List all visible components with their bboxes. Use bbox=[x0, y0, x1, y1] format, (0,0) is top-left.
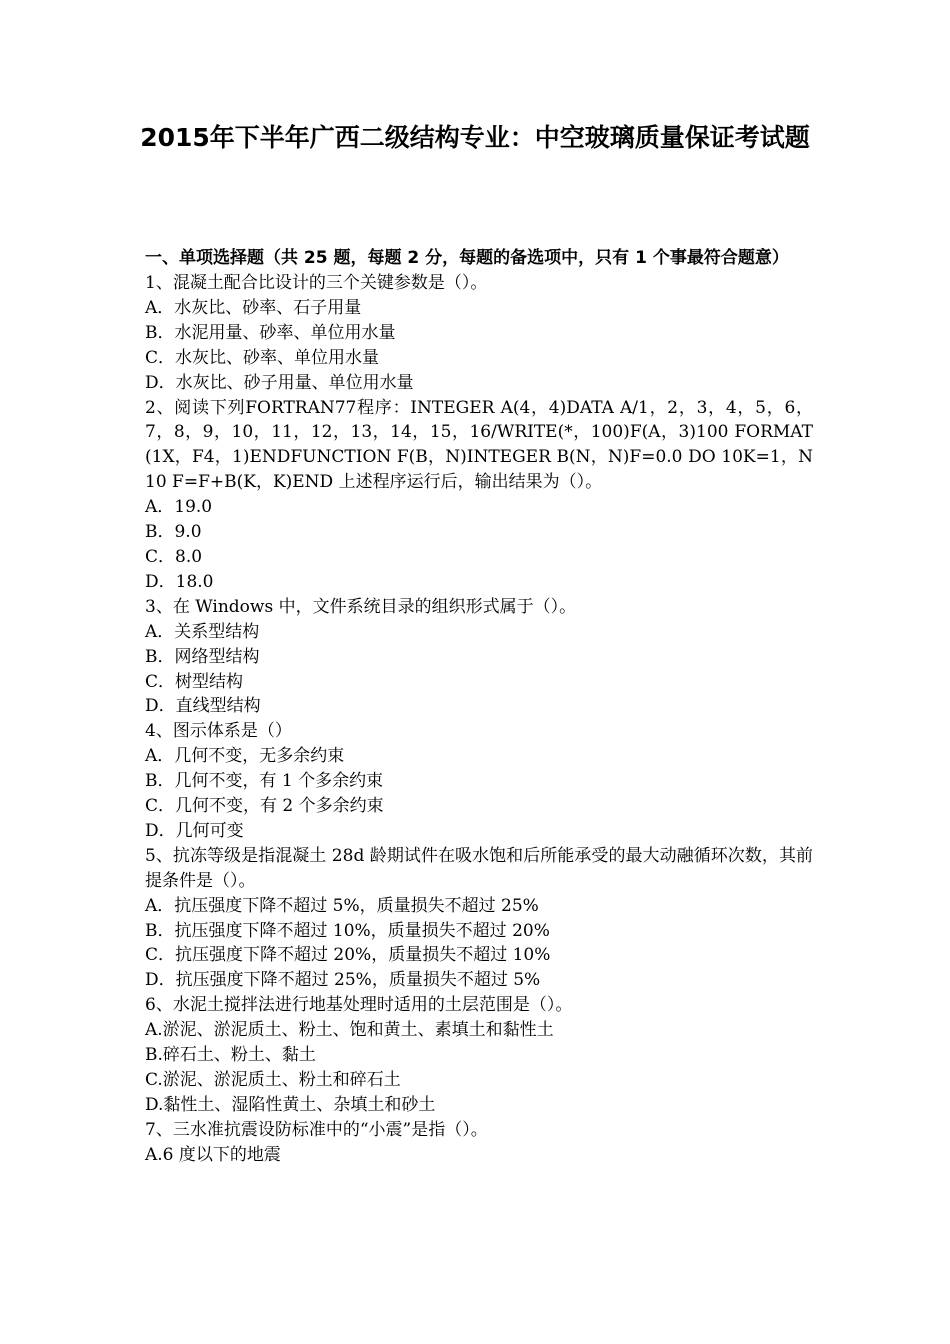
question-stem: 5、抗冻等级是指混凝土 28d 龄期试件在吸水饱和后所能承受的最大动融循环次数，其前提条件是（）。 bbox=[145, 845, 813, 891]
option-c: C.淤泥、淤泥质土、粉土和碎石土 bbox=[145, 1070, 401, 1090]
option-b: B.碎石土、粉土、黏土 bbox=[145, 1045, 316, 1066]
question-7 bbox=[145, 1118, 813, 1168]
option-d: D．抗压强度下降不超过 25%，质量损失不超过 5% bbox=[145, 970, 541, 991]
option-d: D．18.0 bbox=[145, 571, 214, 592]
option-d: D．直线型结构 bbox=[145, 696, 261, 717]
question-4 bbox=[145, 719, 813, 844]
document-content bbox=[145, 246, 813, 1168]
option-b: B．9.0 bbox=[145, 522, 202, 543]
question-stem: 7、三水准抗震设防标准中的“小震”是指（）。 bbox=[145, 1119, 488, 1140]
option-d: D.黏性土、湿陷性黄土、杂填土和砂土 bbox=[145, 1094, 436, 1115]
option-a: A．抗压强度下降不超过 5%，质量损失不超过 25% bbox=[145, 895, 539, 916]
option-d: D．几何可变 bbox=[145, 820, 244, 841]
question-stem: 2、阅读下列FORTRAN77程序：INTEGER A(4，4)DATA A/1，2，3，4，5，6，7，8，9，10，11，12，13，14，15，16/WRITE(*，100)F(A，3)100 FORMAT(1X，F4，1)ENDFUNCTION F(B，N)INTEGER B(N，N)F=0.0 DO 10K=1，N 10 F=F+B(K，K)END 上述程序运行后，输出结果为（）。 bbox=[145, 397, 813, 493]
question-6 bbox=[145, 993, 813, 1118]
option-c: C．树型结构 bbox=[145, 671, 244, 692]
option-a: A.淤泥、淤泥质土、粉土、饱和黄土、素填土和黏性土 bbox=[145, 1020, 554, 1041]
question-stem: 4、图示体系是（） bbox=[145, 721, 292, 742]
question-3 bbox=[145, 595, 813, 720]
option-a: A．几何不变，无多余约束 bbox=[145, 746, 345, 767]
document-title: 2015年下半年广西二级结构专业：中空玻璃质量保证考试题 bbox=[140, 123, 810, 152]
option-c: C．几何不变，有 2 个多余约束 bbox=[145, 796, 384, 817]
question-stem: 3、在 Windows 中，文件系统目录的组织形式属于（）。 bbox=[145, 596, 577, 617]
question-1 bbox=[145, 271, 813, 396]
option-b: B．几何不变，有 1 个多余约束 bbox=[145, 771, 384, 792]
option-d: D．水灰比、砂子用量、单位用水量 bbox=[145, 372, 414, 393]
option-c: C．水灰比、砂率、单位用水量 bbox=[145, 347, 380, 368]
option-b: B．水泥用量、砂率、单位用水量 bbox=[145, 322, 396, 343]
option-a: A．关系型结构 bbox=[145, 621, 260, 642]
option-a: A.6 度以下的地震 bbox=[145, 1144, 281, 1165]
question-stem: 1、混凝土配合比设计的三个关键参数是（）。 bbox=[145, 273, 488, 293]
option-a: A．19.0 bbox=[145, 497, 213, 518]
question-5 bbox=[145, 844, 813, 993]
question-2 bbox=[145, 396, 813, 595]
option-a: A．水灰比、砂率、石子用量 bbox=[145, 297, 362, 318]
question-stem: 6、水泥土搅拌法进行地基处理时适用的土层范围是（）。 bbox=[145, 995, 573, 1016]
option-c: C．抗压强度下降不超过 20%，质量损失不超过 10% bbox=[145, 945, 551, 966]
option-c: C．8.0 bbox=[145, 546, 203, 567]
section-heading: 一、单项选择题（共 25 题，每题 2 分，每题的备选项中，只有 1 个事最符合题意） bbox=[145, 248, 789, 268]
option-b: B．抗压强度下降不超过 10%，质量损失不超过 20% bbox=[145, 920, 550, 941]
option-b: B．网络型结构 bbox=[145, 646, 260, 667]
